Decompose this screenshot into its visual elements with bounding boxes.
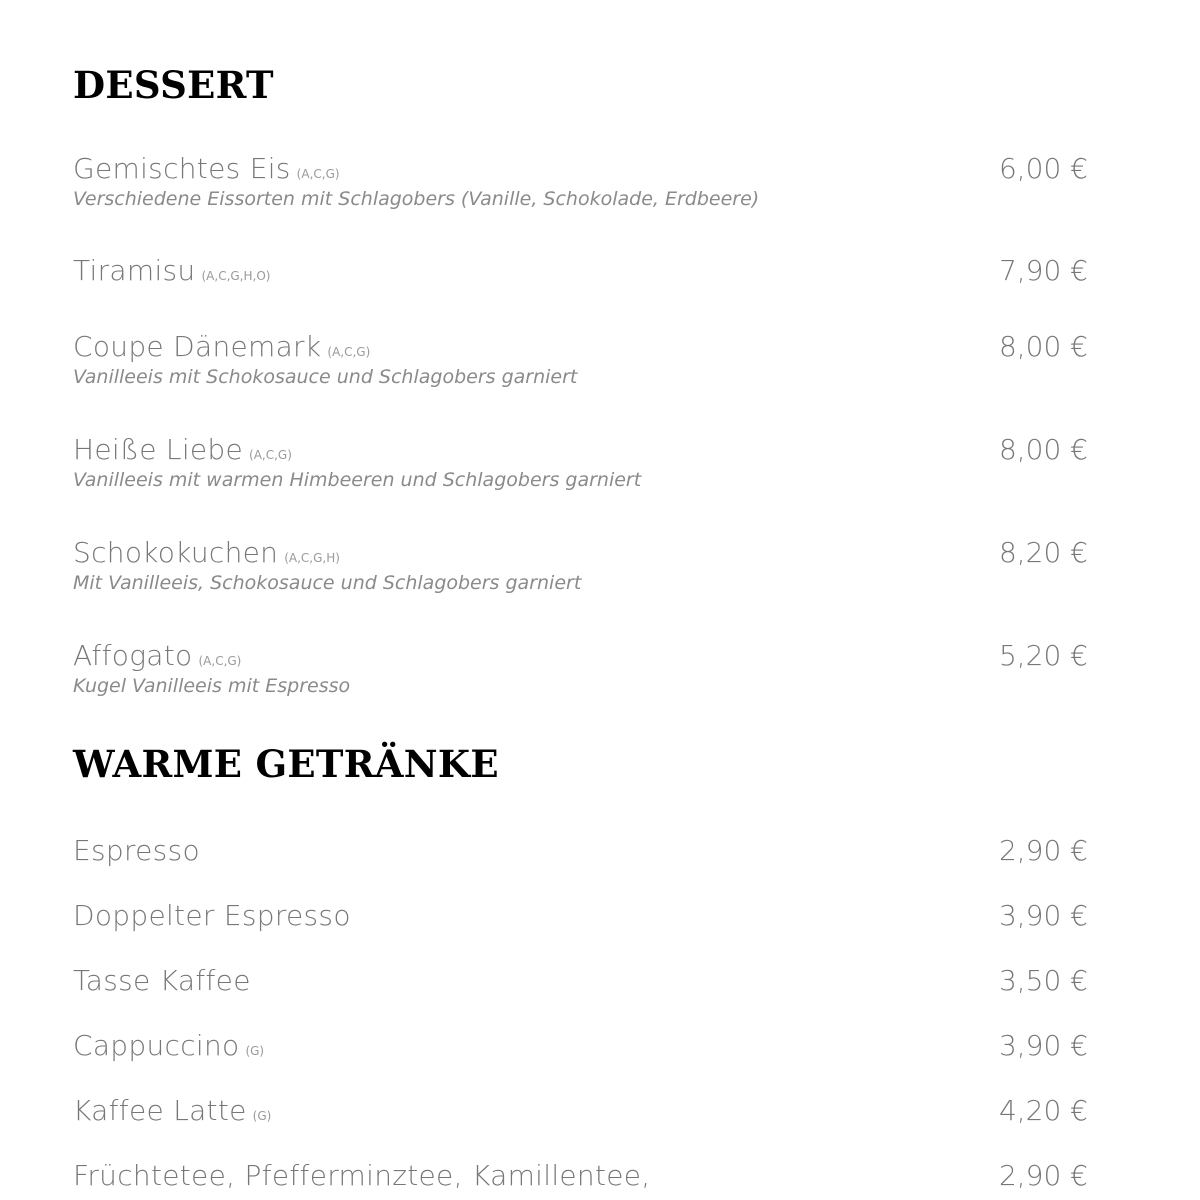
menu-page xyxy=(73,60,1088,1193)
item-name: Tasse Kaffee xyxy=(73,964,251,997)
menu-item xyxy=(73,536,1088,596)
item-name: Früchtetee, Pfefferminztee, Kamillentee, xyxy=(73,1159,651,1192)
menu-item xyxy=(73,1159,1088,1193)
item-description: Verschiedene Eissorten mit Schlagobers (Vanille, Schokolade, Erdbeere) xyxy=(73,188,760,210)
item-price: 8,00 € xyxy=(998,433,1088,466)
menu-item xyxy=(73,834,1088,868)
item-name: Doppelter Espresso xyxy=(73,899,351,932)
item-price: 6,00 € xyxy=(998,152,1088,185)
item-price: 8,00 € xyxy=(998,330,1088,363)
item-price: 3,90 € xyxy=(998,1029,1088,1062)
item-description: Mit Vanilleeis, Schokosauce und Schlagobers garniert xyxy=(73,572,582,594)
item-name: Tiramisu xyxy=(73,254,196,287)
item-price: 2,90 € xyxy=(998,1159,1088,1192)
menu-item xyxy=(73,964,1088,998)
section-title-dessert: DESSERT xyxy=(73,63,274,107)
item-name: Cappuccino xyxy=(73,1029,240,1062)
item-allergens: (A,C,G,H,O) xyxy=(201,269,271,284)
item-name: Coupe Dänemark xyxy=(73,330,322,363)
menu-item xyxy=(73,152,1088,212)
item-name: Schokokuchen xyxy=(73,536,279,569)
item-price: 5,20 € xyxy=(998,639,1088,672)
item-allergens: (A,C,G) xyxy=(296,167,340,182)
item-name: Gemischtes Eis xyxy=(73,152,291,185)
item-name: Heiße Liebe xyxy=(73,433,244,466)
item-allergens: (A,C,G) xyxy=(327,345,371,360)
item-name: Espresso xyxy=(73,834,200,867)
item-price: 2,90 € xyxy=(998,834,1088,867)
item-price: 7,90 € xyxy=(998,254,1088,287)
menu-item xyxy=(73,330,1088,390)
menu-item xyxy=(73,639,1088,699)
item-allergens: (G) xyxy=(245,1044,265,1059)
item-name: Kaffee Latte xyxy=(73,1094,247,1127)
item-allergens: (A,C,G) xyxy=(249,448,292,463)
item-allergens: (G) xyxy=(252,1109,272,1124)
item-description: Kugel Vanilleeis mit Espresso xyxy=(73,675,351,697)
item-price: 3,90 € xyxy=(998,899,1088,932)
menu-item xyxy=(73,254,1088,288)
item-allergens: (A,C,G) xyxy=(198,654,242,669)
section-title-warme-getraenke: WARME GETRÄNKE xyxy=(73,742,499,786)
item-price: 8,20 € xyxy=(998,536,1088,569)
menu-item xyxy=(73,1029,1088,1063)
item-description: Vanilleeis mit Schokosauce und Schlagobers garniert xyxy=(73,366,578,388)
item-description: Vanilleeis mit warmen Himbeeren und Schlagobers garniert xyxy=(73,469,642,491)
item-name: Affogato xyxy=(73,639,193,672)
menu-item xyxy=(73,899,1088,933)
item-price: 3,50 € xyxy=(998,964,1088,997)
item-allergens: (A,C,G,H) xyxy=(284,551,340,566)
menu-item xyxy=(73,1094,1088,1128)
menu-item xyxy=(73,433,1088,493)
item-price: 4,20 € xyxy=(998,1094,1088,1127)
